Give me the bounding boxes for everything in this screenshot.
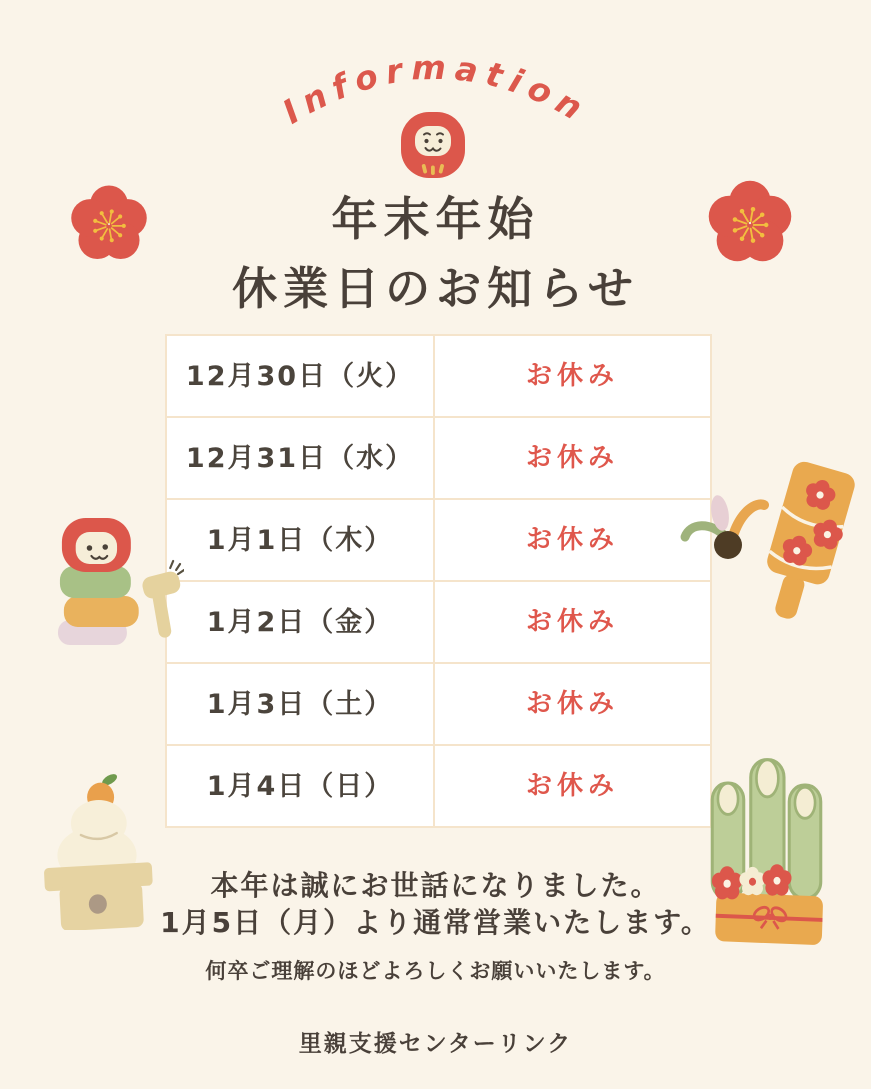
schedule-date-cell: 1月1日（木） — [167, 500, 435, 580]
daruma-icon — [399, 108, 467, 180]
schedule-date-cell: 12月31日（水） — [167, 418, 435, 498]
schedule-status-cell: お休み — [525, 361, 619, 391]
note-reopen-date: 1月5日（月）より通常営業いたします。 — [160, 906, 711, 939]
table-row — [167, 416, 710, 498]
organization-name: 里親支援センターリンク — [298, 1031, 573, 1057]
schedule-status-cell: お休み — [525, 771, 619, 801]
kagami-mochi-icon — [34, 770, 160, 930]
note-apology: 何卒ご理解のほどよろしくお願いいたします。 — [205, 959, 666, 983]
note-thanks: 本年は誠にお世話になりました。 — [210, 869, 661, 902]
holiday-schedule-table — [165, 334, 712, 828]
schedule-status-cell: お休み — [525, 443, 619, 473]
schedule-date-cell: 1月3日（土） — [167, 664, 435, 744]
table-row — [167, 336, 710, 416]
page-title-line2: 休業日のお知らせ — [232, 262, 639, 315]
schedule-status-cell: お休み — [525, 689, 619, 719]
schedule-status-cell: お休み — [525, 525, 619, 555]
table-row — [167, 744, 710, 826]
schedule-date-cell: 1月4日（日） — [167, 746, 435, 826]
daruma-otoshi-icon — [56, 516, 184, 646]
table-row — [167, 498, 710, 580]
page-title-line1: 年末年始 — [331, 192, 540, 246]
table-row — [167, 580, 710, 662]
hammer-icon — [141, 570, 183, 639]
schedule-date-cell: 12月30日（火） — [167, 336, 435, 416]
schedule-status-cell: お休み — [525, 607, 619, 637]
hanetsuki-paddle-icon — [678, 455, 868, 630]
shuttlecock-icon — [685, 494, 764, 559]
information-label: Information — [275, 47, 596, 132]
schedule-date-cell: 1月2日（金） — [167, 582, 435, 662]
table-row — [167, 662, 710, 744]
